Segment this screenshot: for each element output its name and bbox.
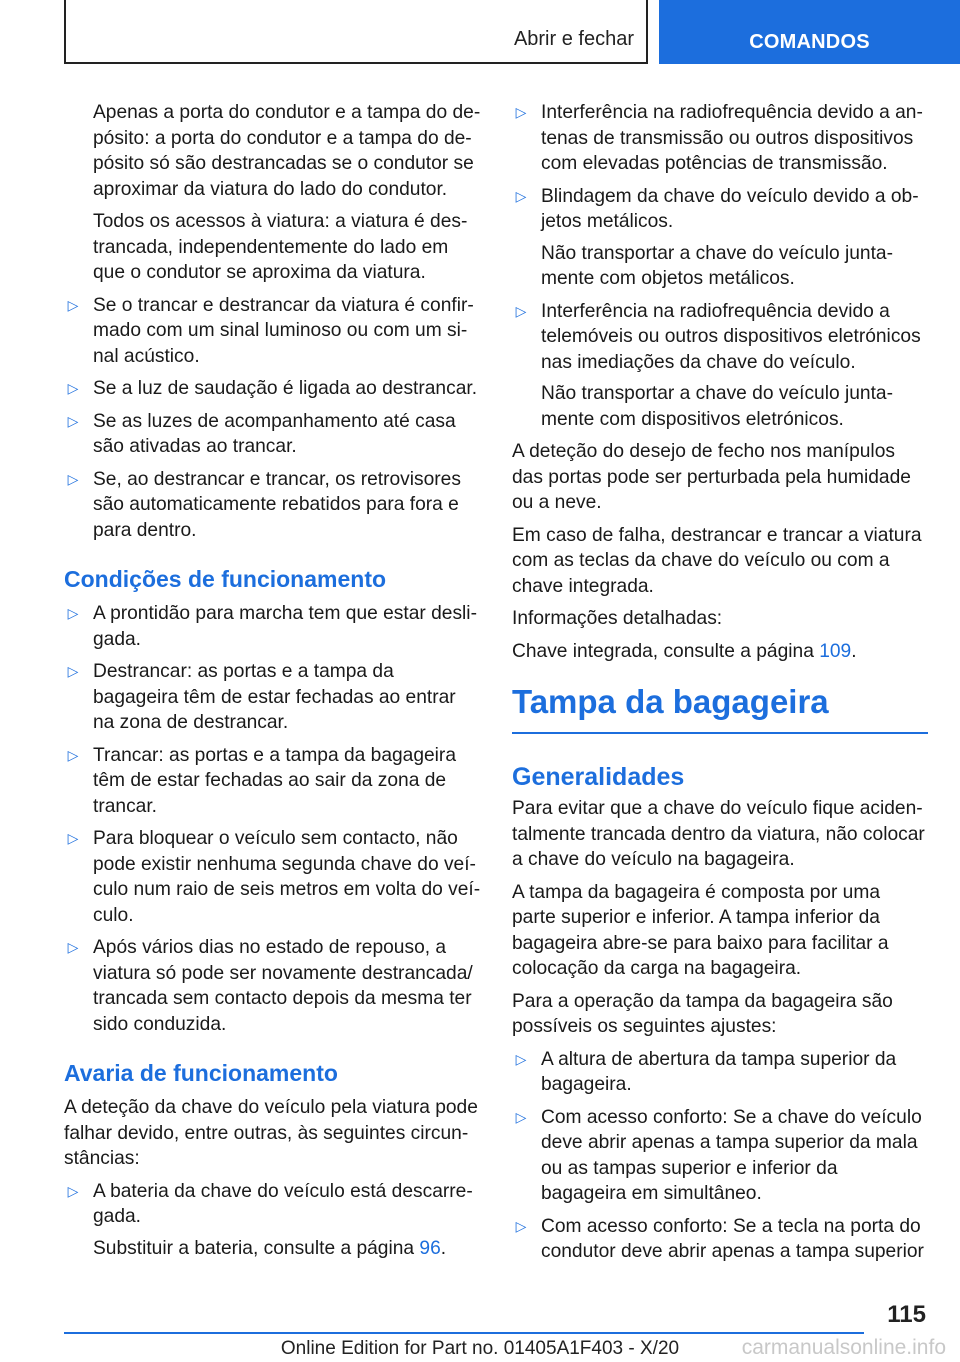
bullet-triangle-icon: ▷ bbox=[67, 1182, 79, 1199]
list-item bbox=[64, 826, 482, 928]
bullet-triangle-icon: ▷ bbox=[515, 302, 527, 319]
page-link-96[interactable]: 96 bbox=[419, 1237, 441, 1259]
list-item-text: Se a luz de saudação é ligada ao destrancar. bbox=[93, 378, 478, 399]
intro-paragraph: Todos os acessos à viatura: a viatura é destrancada, independentemente do lado em que o condutor se aproxima da viatura. bbox=[93, 211, 468, 283]
list-item-text: Se o trancar e destrancar da viatura é confirmado com um sinal luminoso ou com um sinal acústico. bbox=[93, 294, 474, 367]
list-item bbox=[64, 659, 482, 736]
bullet-triangle-icon: ▷ bbox=[67, 412, 79, 429]
list-item-text: Blindagem da chave do veículo devido a objetos metálicos. bbox=[541, 185, 919, 232]
ref-prefix: Chave integrada, consulte a página bbox=[512, 640, 820, 662]
list-item bbox=[512, 184, 928, 292]
bullet-triangle-icon: ▷ bbox=[67, 830, 79, 846]
list-item bbox=[512, 100, 928, 177]
heading-fault: Avaria de funcionamento bbox=[64, 1060, 338, 1086]
list-item-text: Destrancar: as portas e a tampa da bagageira têm de estar fechadas ao entrar na zona de destrancar. bbox=[93, 661, 456, 733]
bullet-triangle-icon: ▷ bbox=[515, 1108, 527, 1125]
list-item-text: Para bloquear o veículo sem contacto, não pode existir nenhuma segunda chave do veículo num raio de seis metros em volta do veículo. bbox=[93, 828, 481, 926]
right-column bbox=[512, 100, 928, 1272]
list-item bbox=[64, 1179, 482, 1262]
bullet-triangle-icon: ▷ bbox=[515, 187, 527, 204]
page-number: 115 bbox=[887, 1301, 926, 1328]
header-chapter-title: COMANDOS bbox=[749, 31, 870, 53]
header-section-box bbox=[64, 0, 648, 64]
list-item bbox=[64, 376, 482, 402]
list-item-text: A altura de abertura da tampa superior da bagageira. bbox=[541, 1048, 897, 1095]
bullet-triangle-icon: ▷ bbox=[67, 380, 79, 396]
general-paragraph: Para evitar que a chave do veículo fique acidentalmente trancada dentro da viatura, não colocar a chave do veículo na bagageira. bbox=[512, 798, 925, 870]
list-item-text: Se as luzes de acompanhamento até casa são ativadas ao trancar. bbox=[93, 410, 456, 457]
list-item-subtext: Não transportar a chave do veículo juntamente com dispositivos eletrónicos. bbox=[541, 383, 893, 430]
paragraph-key-ref bbox=[512, 639, 928, 665]
heading-tailgate: Tampa da bagageira bbox=[512, 682, 928, 734]
intro-paragraph: Apenas a porta do condutor e a tampa do depósito: a porta do condutor e a tampa do depósito só são destrancadas se o condutor se aproximar da viatura do lado do condutor. bbox=[93, 102, 481, 200]
list-item bbox=[64, 935, 482, 1037]
paragraph-info: Informações detalhadas: bbox=[512, 608, 723, 629]
list-item bbox=[512, 1047, 928, 1098]
paragraph-detection: A deteção do desejo de fecho nos manípulos das portas pode ser perturbada pela humidade ou a neve. bbox=[512, 441, 911, 513]
bullet-triangle-icon: ▷ bbox=[67, 605, 79, 621]
heading-general: Generalidades bbox=[512, 763, 685, 791]
header-chapter-tab bbox=[659, 0, 960, 64]
page-link-109[interactable]: 109 bbox=[819, 640, 852, 662]
footer-divider bbox=[64, 1332, 864, 1334]
list-item bbox=[64, 601, 482, 652]
list-item-text: Interferência na radiofrequência devido a antenas de transmissão ou outros dispositivos com elevadas potências de transmissão. bbox=[541, 102, 923, 174]
paragraph-fault: Em caso de falha, destrancar e trancar a viatura com as teclas da chave do veículo ou com a chave integrada. bbox=[512, 524, 922, 597]
fault-paragraph: A deteção da chave do veículo pela viatura pode falhar devido, entre outras, às seguintes circunstâncias: bbox=[64, 1097, 478, 1169]
bullet-triangle-icon: ▷ bbox=[67, 939, 79, 955]
list-item bbox=[512, 1214, 928, 1265]
footer-edition: Online Edition for Part no. 01405A1F403 - X/20 bbox=[280, 1338, 680, 1359]
list-item-subtext: Não transportar a chave do veículo juntamente com objetos metálicos. bbox=[541, 242, 893, 289]
general-paragraph: Para a operação da tampa da bagageira são possíveis os seguintes ajustes: bbox=[512, 990, 893, 1037]
list-item-text: Após vários dias no estado de repouso, a viatura só pode ser novamente destrancada/ trancada sem contacto depois da mesma ter sido conduzida. bbox=[93, 937, 473, 1035]
header-section-title: Abrir e fechar bbox=[513, 28, 634, 50]
watermark: carmanualsonline.info bbox=[741, 1336, 946, 1359]
list-item bbox=[512, 1105, 928, 1207]
bullet-triangle-icon: ▷ bbox=[515, 1217, 527, 1234]
left-column bbox=[64, 100, 482, 1268]
list-item-text: Trancar: as portas e a tampa da bagageira têm de estar fechadas ao sair da zona de trancar. bbox=[93, 744, 456, 817]
bullet-triangle-icon: ▷ bbox=[67, 296, 79, 313]
bullet-triangle-icon: ▷ bbox=[67, 470, 79, 487]
list-item-text: Com acesso conforto: Se a chave do veículo deve abrir apenas a tampa superior da mala ou as tampas superior e inferior da bagageira em simultâneo. bbox=[541, 1106, 922, 1204]
ref-prefix: Substituir a bateria, consulte a página bbox=[93, 1237, 420, 1259]
list-item-text: Com acesso conforto: Se a tecla na porta do condutor deve abrir apenas a tampa superior bbox=[541, 1215, 924, 1262]
list-item bbox=[64, 409, 482, 460]
bullet-triangle-icon: ▷ bbox=[515, 104, 527, 120]
list-item bbox=[64, 467, 482, 544]
heading-conditions: Condições de funcionamento bbox=[64, 566, 387, 592]
bullet-triangle-icon: ▷ bbox=[67, 663, 79, 679]
list-item bbox=[64, 743, 482, 820]
general-paragraph: A tampa da bagageira é composta por uma parte superior e inferior. A tampa inferior da bagageira abre-se para baixo para facilitar a colocação da carga na bagageira. bbox=[512, 881, 889, 979]
bullet-triangle-icon: ▷ bbox=[515, 1050, 527, 1067]
list-item-text: A bateria da chave do veículo está descarregada. bbox=[93, 1180, 473, 1227]
list-item-text: Se, ao destrancar e trancar, os retrovisores são automaticamente rebatidos para fora e para dentro. bbox=[93, 468, 461, 541]
list-item-text: Interferência na radiofrequência devido a telemóveis ou outros dispositivos eletrónicos nas imediações da chave do veículo. bbox=[541, 300, 921, 373]
list-item-text: A prontidão para marcha tem que estar desligada. bbox=[93, 603, 477, 650]
list-item bbox=[512, 299, 928, 433]
list-item-subtext bbox=[93, 1236, 482, 1262]
ref-suffix: . bbox=[851, 640, 857, 662]
bullet-triangle-icon: ▷ bbox=[67, 746, 79, 763]
ref-suffix: . bbox=[440, 1237, 447, 1259]
list-item bbox=[64, 293, 482, 370]
